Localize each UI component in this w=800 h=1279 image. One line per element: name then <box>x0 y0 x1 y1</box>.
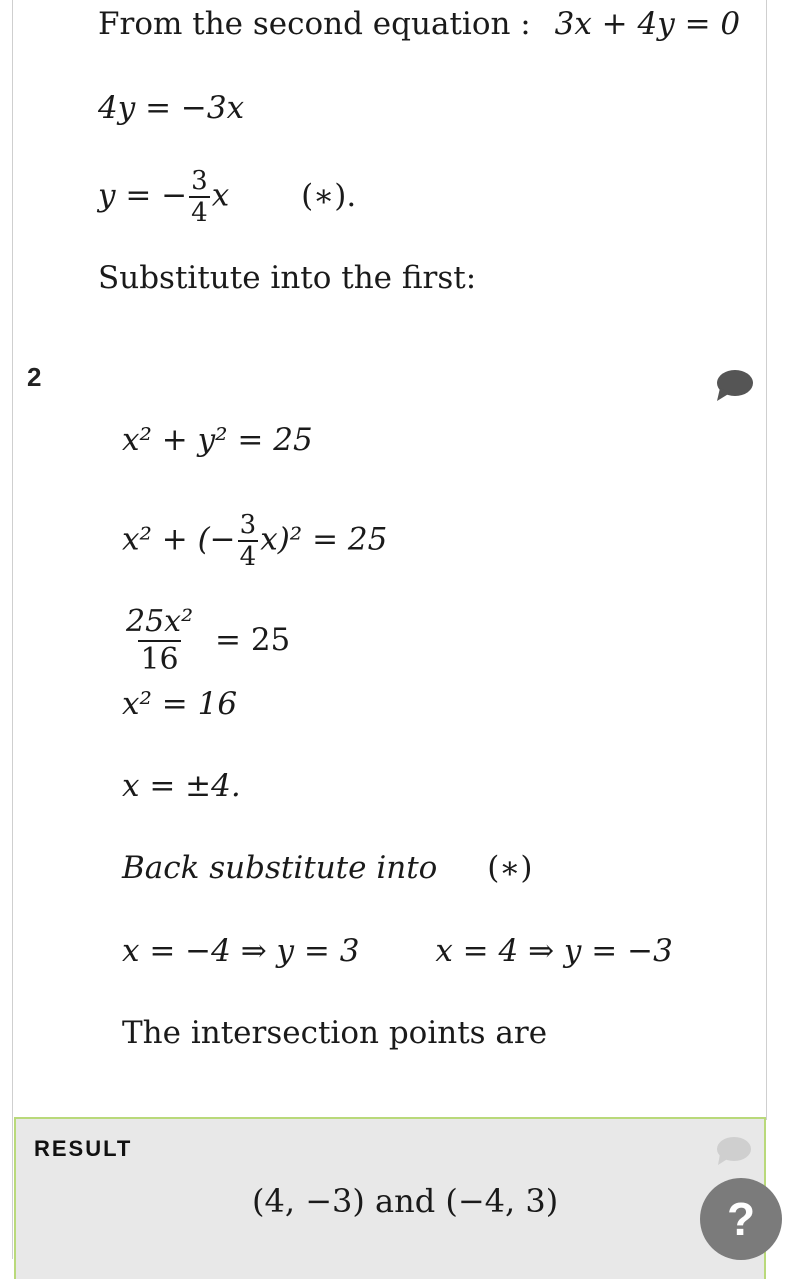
step1-line3-lhs: y = − <box>98 177 188 214</box>
step1-line1-equation: 3x + 4y = 0 <box>554 6 741 42</box>
eq2-lhs: x² + (− <box>122 521 236 558</box>
intersection-text: The intersection points are <box>122 1015 548 1051</box>
step1-line2: 4y = −3x <box>98 90 245 126</box>
equation-circle: x² + y² = 25 <box>122 422 313 458</box>
fraction-denominator: 16 <box>140 642 179 677</box>
equation-simplified <box>122 604 290 678</box>
eq2-rhs: x)² = 25 <box>260 521 388 558</box>
equation-x-squared: x² = 16 <box>122 686 238 722</box>
step1-line1 <box>98 6 740 42</box>
solution-pairs <box>122 933 673 969</box>
fraction-3-4 <box>238 510 259 572</box>
fraction-denominator: 4 <box>239 542 257 572</box>
fraction-numerator: 25x² <box>126 604 194 639</box>
eq3-rhs: = 25 <box>214 621 291 658</box>
fraction-3-4 <box>189 166 210 228</box>
fraction-numerator: 3 <box>191 166 208 196</box>
equation-substituted <box>122 510 387 572</box>
step1-line3-var: x <box>211 177 230 214</box>
help-button[interactable]: ? <box>700 1178 782 1260</box>
result-value: (4, −3) and (−4, 3) <box>252 1182 559 1220</box>
equation-x-solution: x = ±4. <box>122 768 241 804</box>
back-substitute <box>122 850 532 886</box>
content-border-right <box>766 0 767 1120</box>
step-number: 2 <box>27 362 42 392</box>
step1-line3 <box>98 166 356 228</box>
content-border-left <box>12 0 13 1259</box>
substitute-text: Substitute into the first: <box>98 260 477 296</box>
fraction-denominator: 4 <box>191 198 208 228</box>
fraction-numerator: 3 <box>239 510 257 540</box>
fraction-25x2-16 <box>124 604 195 678</box>
step1-line3-tag: (∗). <box>301 177 357 214</box>
solution-1: x = −4 ⇒ y = 3 <box>122 933 360 969</box>
back-substitute-text: Back substitute into <box>122 850 438 886</box>
back-substitute-tag: (∗) <box>487 850 533 886</box>
result-label: RESULT <box>34 1136 133 1161</box>
comment-icon[interactable] <box>714 1134 752 1168</box>
comment-icon[interactable] <box>714 366 754 404</box>
step1-line1-text: From the second equation : <box>98 6 531 42</box>
solution-2: x = 4 ⇒ y = −3 <box>435 933 673 969</box>
